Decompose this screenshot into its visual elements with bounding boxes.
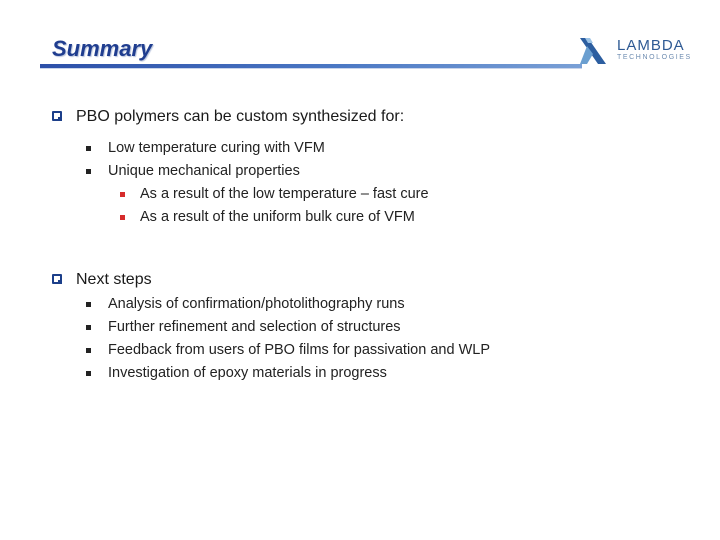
logo-tagline: TECHNOLOGIES	[617, 54, 692, 61]
square-bullet-icon	[86, 348, 91, 353]
square-bullet-icon	[86, 146, 91, 151]
square-bullet-icon	[86, 169, 91, 174]
square-bullet-icon	[86, 371, 91, 376]
square-bullet-icon	[86, 325, 91, 330]
red-square-bullet-icon	[120, 215, 125, 220]
red-square-bullet-icon	[120, 192, 125, 197]
square-bullet-icon	[86, 302, 91, 307]
checkbox-bullet-icon	[52, 274, 62, 284]
slide-title: Summary	[52, 36, 153, 61]
lambda-logo-icon	[576, 34, 614, 66]
title-underline-shadow	[40, 68, 582, 69]
checkbox-bullet-icon	[52, 111, 62, 121]
company-logo	[576, 34, 696, 66]
logo-wordmark: LAMBDA	[617, 37, 685, 54]
